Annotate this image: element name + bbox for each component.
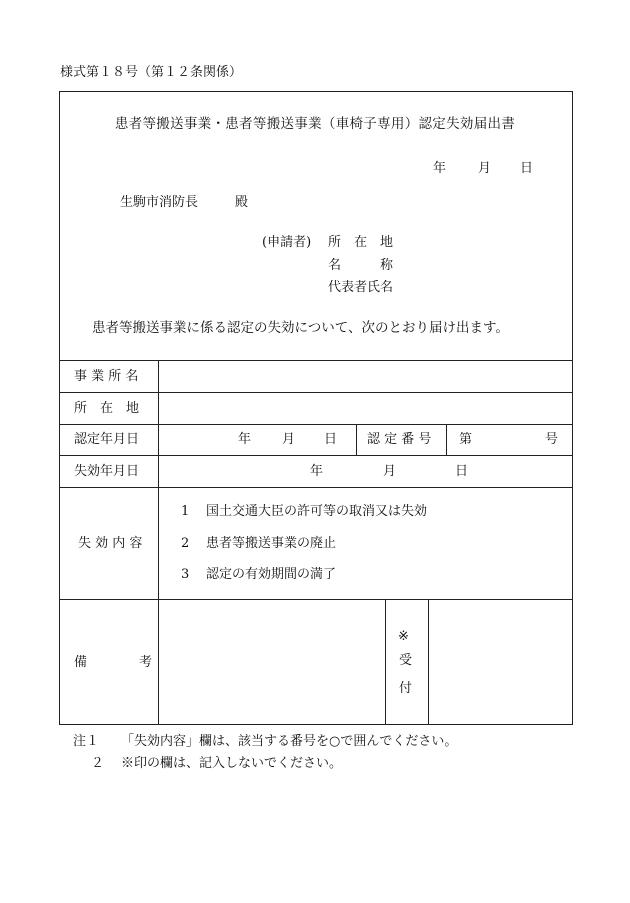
date-year: 年	[433, 161, 447, 176]
addressee-honorific: 殿	[235, 195, 249, 210]
note-text: ※印の欄は、記入しないでください。	[121, 756, 343, 771]
date-month: 月	[478, 161, 492, 176]
remarks-label: 備 考	[74, 655, 153, 670]
row-rule	[59, 392, 573, 393]
location-label: 所 在 地	[74, 401, 140, 416]
cert-number-value-rule	[446, 424, 447, 455]
expiry-item-number: 1	[181, 504, 190, 519]
expiry-content-label: 失 効 内 容	[78, 536, 143, 551]
office-name-label: 事 業 所 名	[74, 369, 139, 384]
expiry-item-text: 認定の有効期間の満了	[206, 567, 337, 582]
label-column-rule	[158, 360, 159, 725]
note-number: ２	[91, 756, 105, 771]
reception-right-rule	[428, 599, 429, 725]
expiry-item-number: 2	[181, 536, 190, 551]
expiry-date-label: 失効年月日	[74, 464, 140, 479]
addressee-name: 生駒市消防長	[120, 195, 199, 210]
reception-left-rule	[385, 599, 386, 725]
expiry-month: 月	[383, 464, 397, 479]
reception-char-2: 付	[399, 681, 413, 696]
cert-number-rule	[356, 424, 357, 455]
statement: 患者等搬送事業に係る認定の失効について、次のとおり届け出ます。	[92, 320, 509, 336]
cert-date-label: 認定年月日	[74, 432, 140, 447]
row-rule	[59, 599, 573, 600]
expiry-item-number: 3	[181, 567, 190, 582]
date-day: 日	[520, 161, 534, 176]
form-title: 患者等搬送事業・患者等搬送事業（車椅子専用）認定失効届出書	[114, 116, 516, 132]
expiry-item-text: 患者等搬送事業の廃止	[206, 536, 337, 551]
cert-number-suffix: 号	[545, 432, 559, 447]
cert-year: 年	[238, 432, 252, 447]
cert-number-prefix: 第	[459, 432, 473, 447]
applicant-label: (申請者)	[262, 235, 312, 250]
applicant-representative-label: 代表者氏名	[328, 280, 394, 295]
table-top-rule	[59, 360, 573, 361]
cert-month: 月	[282, 432, 296, 447]
note-text: 「失効内容」欄は、該当する番号を○で囲んでください。	[121, 734, 458, 749]
cert-number-label: 認 定 番 号	[367, 432, 432, 447]
reception-mark: ※	[398, 629, 409, 644]
applicant-name-label: 名 称	[328, 258, 394, 273]
expiry-day: 日	[455, 464, 469, 479]
row-rule	[59, 487, 573, 488]
cert-day: 日	[324, 432, 338, 447]
expiry-year: 年	[310, 464, 324, 479]
row-rule	[59, 455, 573, 456]
form-number: 様式第１８号（第１２条関係）	[60, 65, 243, 80]
reception-char-1: 受	[399, 653, 413, 668]
expiry-item-text: 国土交通大臣の許可等の取消又は失効	[206, 504, 428, 519]
note-number: 注１	[73, 734, 100, 749]
applicant-address-label: 所 在 地	[328, 235, 394, 250]
row-rule	[59, 424, 573, 425]
